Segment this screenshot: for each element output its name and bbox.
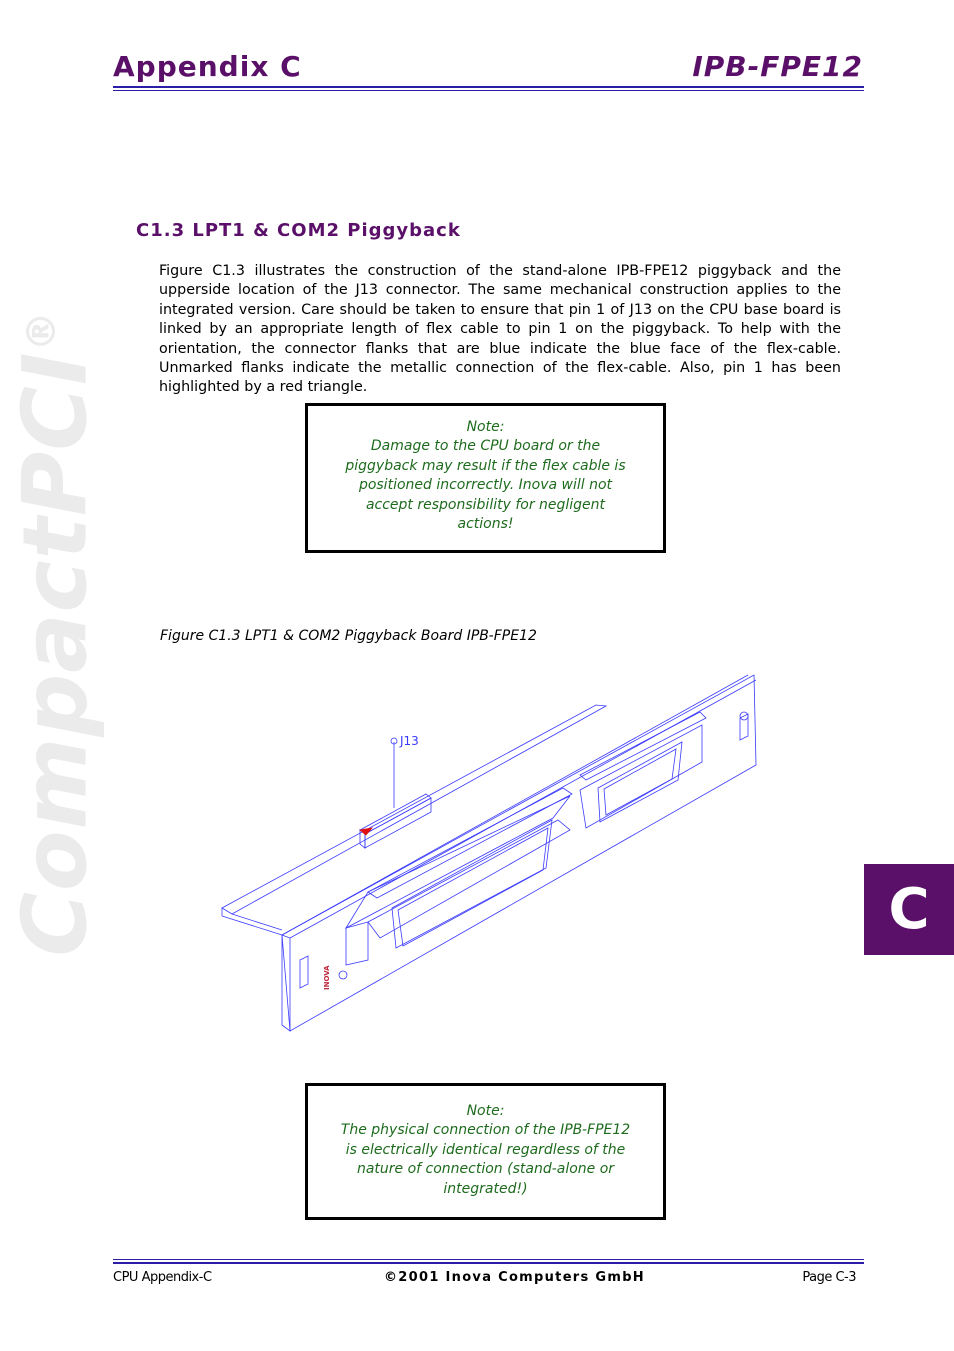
- db25-connector: [346, 788, 572, 965]
- watermark-registered-mark: ®: [19, 310, 66, 352]
- compactpci-watermark: [4, 257, 107, 957]
- note-text: Damage to the CPU board or the piggyback may result if the flex cable is positioned incorrectly. Inova will not accept responsibility for negligent actions!: [345, 438, 626, 533]
- header-rule-thick: [113, 86, 864, 88]
- db9-connector: [580, 712, 706, 828]
- appendix-side-tab: C: [864, 864, 954, 955]
- note-box-connection: [305, 1083, 666, 1220]
- footer-rule-thick: [113, 1262, 864, 1264]
- header-title-left: Appendix C: [113, 50, 302, 83]
- j13-label: J13: [400, 734, 419, 748]
- footer-copyright: ©2001 Inova Computers GmbH: [384, 1270, 645, 1285]
- watermark-text: CompactPCI: [3, 351, 107, 957]
- note-box-damage: [305, 403, 666, 553]
- footer-rule-thin: [113, 1259, 864, 1260]
- board-logo: INOVA: [323, 965, 331, 990]
- footer-page-number: Page C-3: [802, 1270, 856, 1285]
- j13-header: [360, 738, 431, 848]
- footer-left: CPU Appendix-C: [113, 1270, 212, 1285]
- note-title: Note:: [466, 419, 505, 435]
- note-title: Note:: [466, 1103, 505, 1119]
- figure-caption: Figure C1.3 LPT1 & COM2 Piggyback Board IPB-FPE12: [160, 628, 537, 644]
- section-title: C1.3 LPT1 & COM2 Piggyback: [136, 220, 461, 241]
- piggyback-board-drawing: [218, 670, 763, 1035]
- body-paragraph: Figure C1.3 illustrates the construction of the stand-alone IPB-FPE12 piggyback and the upperside location of the J13 connector. The same mechanical construction applies to the integrated version. Care should be taken to ensure that pin 1 of J13 on the CPU base board is linked by an appropriate length of flex cable to pin 1 on the piggyback. To help with the orientation, the connector flanks that are blue indicate the blue face of the flex-cable. Unmarked flanks indicate the metallic connection of the flex-cable. Also, pin 1 has been highlighted by a red triangle.: [159, 263, 841, 396]
- header-title-right: IPB-FPE12: [692, 50, 863, 83]
- front-bracket: [282, 675, 756, 1031]
- header-rule-thin: [113, 90, 864, 91]
- note-text: The physical connection of the IPB-FPE12 is electrically identical regardless of the nature of connection (stand-alone or integrated!): [340, 1122, 631, 1197]
